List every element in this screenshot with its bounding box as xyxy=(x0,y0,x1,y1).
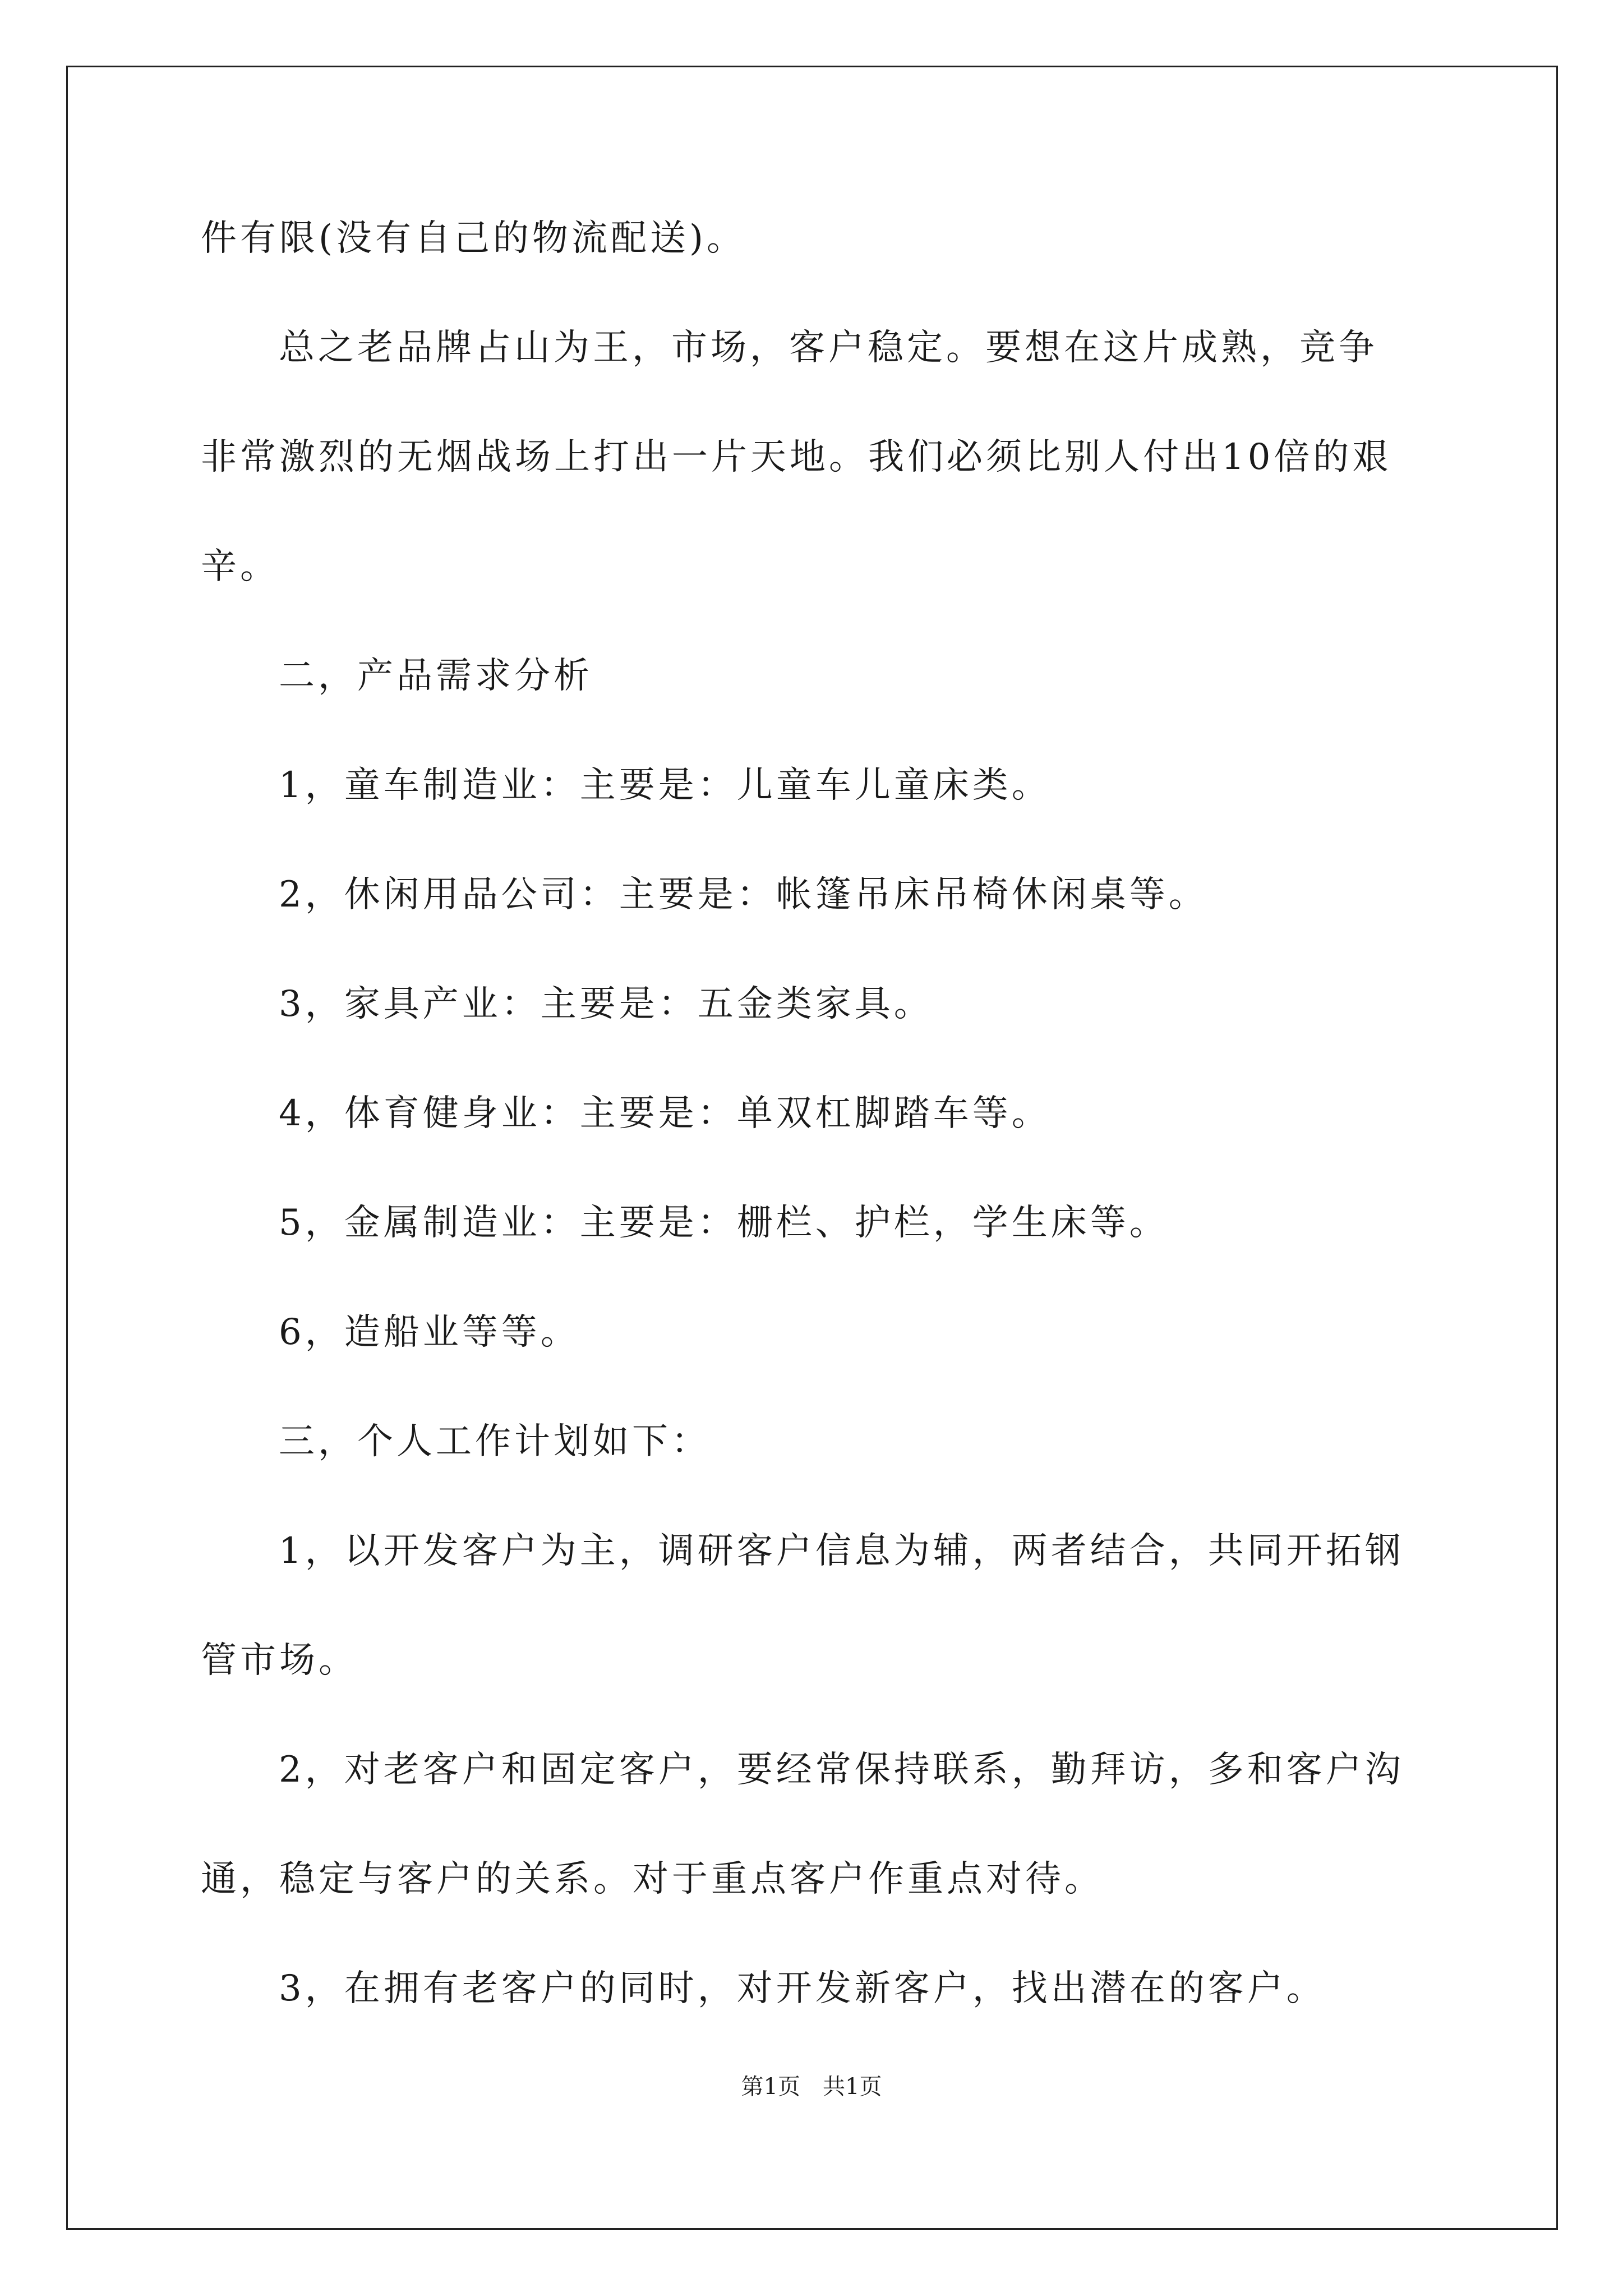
text-line: 非常激烈的无烟战场上打出一片天地。我们必须比别人付出10倍的艰 xyxy=(201,436,1392,478)
text-line: 通，稳定与客户的关系。对于重点客户作重点对待。 xyxy=(201,1858,1104,1900)
list-item: 4，体育健身业：主要是：单双杠脚踏车等。 xyxy=(279,1093,1051,1134)
list-item: 1，以开发客户为主，调研客户信息为辅，两者结合，共同开拓钢 xyxy=(279,1530,1404,1572)
text-line: 辛。 xyxy=(201,546,279,587)
page-total: 共1页 xyxy=(823,2074,882,2100)
page-border xyxy=(66,66,1558,2230)
section-heading: 三，个人工作计划如下： xyxy=(279,1421,711,1462)
list-item: 2，对老客户和固定客户，要经常保持联系，勤拜访，多和客户沟 xyxy=(279,1749,1404,1791)
text-line: 管市场。 xyxy=(201,1640,358,1681)
text-line: 总之老品牌占山为王，市场，客户稳定。要想在这片成熟，竞争 xyxy=(279,327,1378,369)
list-item: 3，在拥有老客户的同时，对开发新客户，找出潜在的客户。 xyxy=(279,1968,1326,2009)
list-item: 1，童车制造业：主要是：儿童车儿童床类。 xyxy=(279,765,1051,806)
list-item: 6，造船业等等。 xyxy=(279,1312,580,1353)
section-heading: 二，产品需求分析 xyxy=(279,655,593,697)
page-number: 第1页 xyxy=(741,2074,800,2100)
list-item: 2，休闲用品公司：主要是：帐篷吊床吊椅休闲桌等。 xyxy=(279,874,1208,915)
page-footer xyxy=(0,2073,1623,2101)
list-item: 3，家具产业：主要是：五金类家具。 xyxy=(279,983,933,1025)
text-line: 件有限(没有自己的物流配送)。 xyxy=(201,218,746,259)
list-item: 5，金属制造业：主要是：栅栏、护栏，学生床等。 xyxy=(279,1202,1169,1244)
